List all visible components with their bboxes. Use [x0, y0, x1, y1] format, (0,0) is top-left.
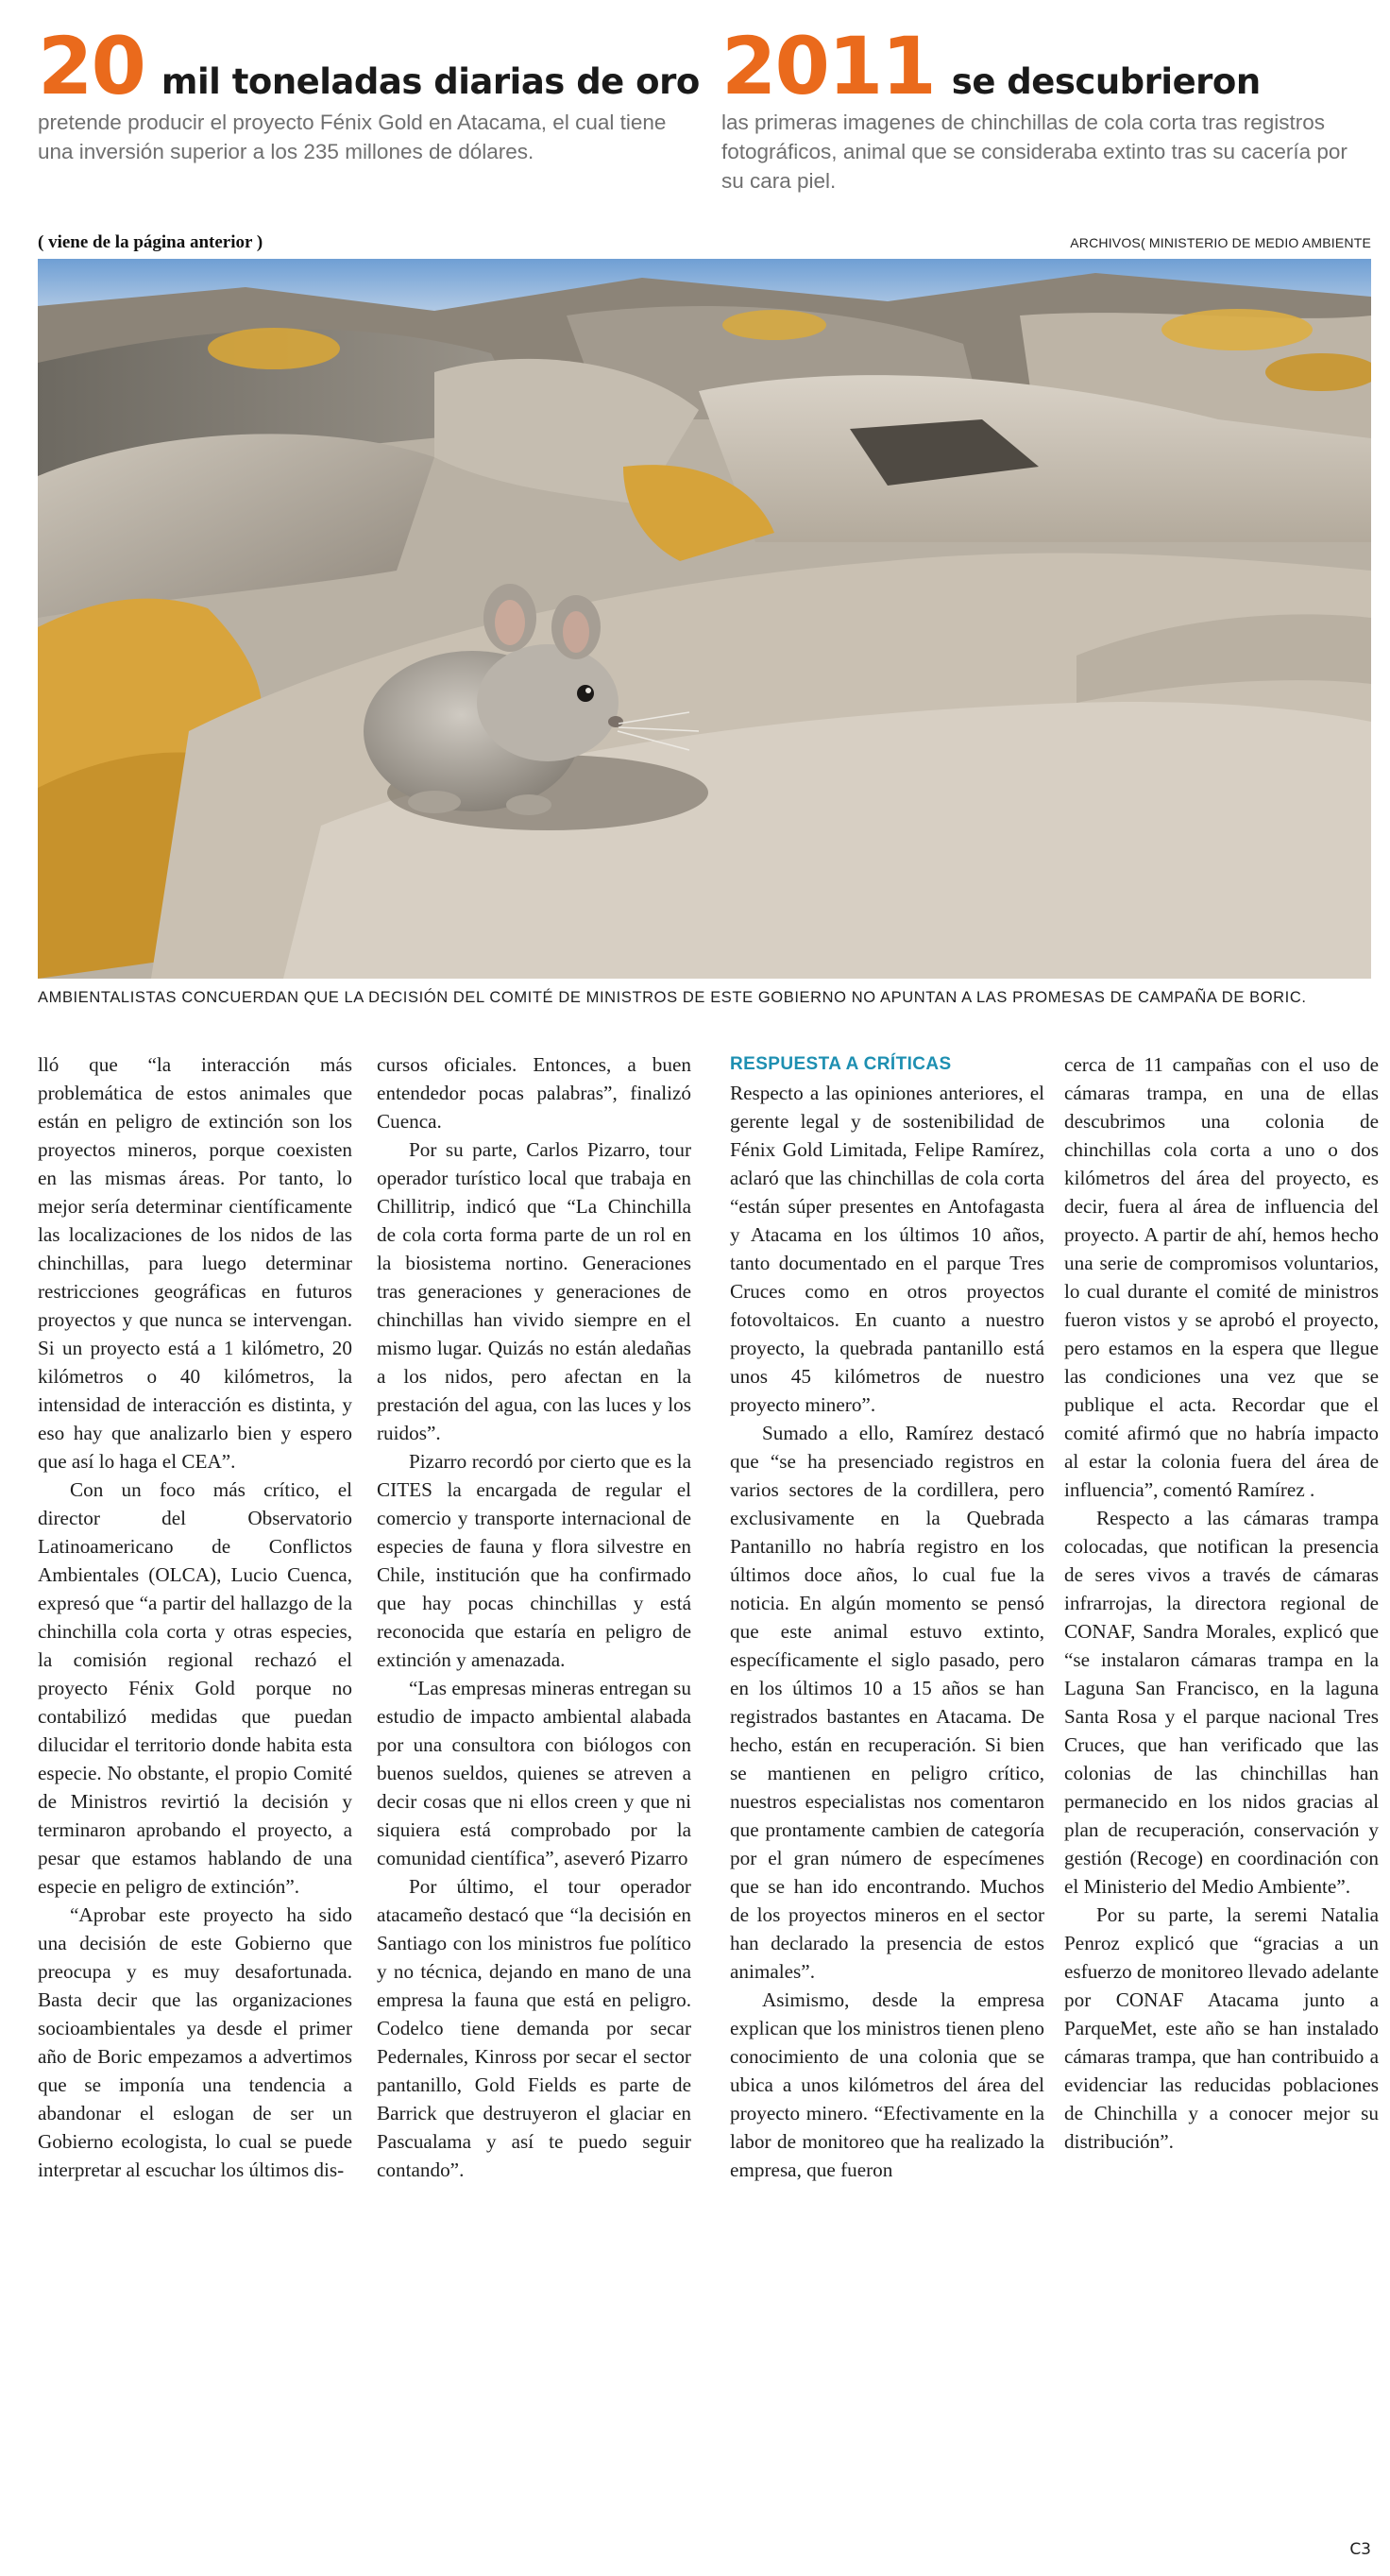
article-column-4 [1064, 1050, 1379, 2156]
photo-caption: AMBIENTALISTAS CONCUERDAN QUE LA DECISIÓN DEL COMITÉ DE MINISTROS DE ESTE GOBIERNO NO APUNTAN A LAS PROMESAS DE CAMPAÑA DE BORIC. [38, 989, 1307, 1006]
stat-block-gold [38, 20, 700, 166]
paragraph: cerca de 11 campañas con el uso de cámaras trampa, en una de ellas descubrimos una colonia de chinchillas cola corta a uno o dos kilómetros del área del proyecto, es decir, fuera al área de influencia del proyecto. A partir de ahí, hemos hecho una serie de compromisos voluntarios, lo cual durante el comité de ministros fueron vistos y se aprobó el proyecto, pero estamos en la espera que llegue las condiciones una vez que se publique el acta. Recordar que el comité afirmó que no habría impacto al estar la colonia fuera del área de influencia”, comentó Ramírez . [1064, 1053, 1379, 1501]
article-body [38, 1050, 1379, 2559]
stat-title: se descubrieron [951, 61, 1261, 102]
paragraph: lló que “la interacción más problemática de estos animales que están en peligro de extinción son los proyectos mineros, porque coexisten en las mismas áreas. Por tanto, lo mejor sería determinar científicamente las localizaciones de los nidos de las chinchillas, para luego determinar restricciones geográficas en futuros proyectos y que nunca se intervengan. Si un proyecto está a 1 kilómetro, 20 kilómetros o 40 kilómetros, la intensidad de interacción es distinta, y eso hay que analizarlo bien y espero que así lo haga el CEA”. [38, 1053, 352, 1473]
paragraph: Asimismo, desde la empresa explican que los ministros tienen pleno conocimiento de una colonia que se ubica a unos kilómetros del área del proyecto minero. “Efectivamente en la labor de monitoreo que ha realizado la empresa, que fueron [730, 1988, 1044, 2181]
paragraph: Pizarro recordó por cierto que es la CITES la encargada de regular el comercio y transporte internacional de especies de fauna y flora silvestre en Chile, institución que ha confirmado que hay pocas chinchillas y está reconocida que estaría en peligro de extinción y amenazada. [377, 1450, 691, 1671]
chinchilla-photo-illustration [38, 259, 1371, 979]
paragraph: Sumado a ello, Ramírez destacó que “se ha presenciado registros en varios sectores de la cordillera, pero exclusivamente en la Quebrada Pantanillo no habría registro en los últimos doce años, lo cual fue la noticia. En algún momento se pensó que este animal estuvo extinto, específicamente el siglo pasado, pero en los últimos 10 a 15 años se han registrados bastantes en Atacama. De hecho, están en recuperación. Si bien se mantienen en peligro crítico, nuestros especialistas nos comentaron que prontamente cambien de categoría por el gran número de especímenes que se han ido encontrando. Muchos de los proyectos mineros en el sector han declarado la presencia de estos animales”. [730, 1422, 1044, 1983]
stat-block-discovery [721, 20, 1364, 196]
article-column-2 [377, 1050, 691, 2184]
paragraph: Por último, el tour operador atacameño destacó que “la decisión en Santiago con los ministros fue político y no técnica, dejando en mano de una empresa la fauna que está en peligro. Codelco tiene demanda por secar Pedernales, Kinross por secar el sector pantanillo, Gold Fields es parte de Barrick que destruyeron el glaciar en Pascualama y así te puedo seguir contando”. [377, 1875, 691, 2181]
paragraph: Por su parte, la seremi Natalia Penroz explicó que “gracias a un esfuerzo de monitoreo llevado adelante por CONAF Atacama junto a ParqueMet, este año se han instalado cámaras trampa, que han contribuido a evidenciar las reducidas poblaciones de Chinchilla y a conocer mejor su distribución”. [1064, 1903, 1379, 2153]
stat-number: 2011 [721, 20, 935, 112]
continued-label: ( viene de la página anterior ) [38, 232, 263, 252]
article-column-1 [38, 1050, 352, 2184]
stat-description: pretende producir el proyecto Fénix Gold en Atacama, el cual tiene una inversión superior a los 235 millones de dólares. [38, 111, 667, 163]
paragraph: cursos oficiales. Entonces, a buen entendedor pocas palabras”, finalizó Cuenca. [377, 1053, 691, 1133]
photo-credit: ARCHIVOS( MINISTERIO DE MEDIO AMBIENTE [1070, 235, 1371, 250]
paragraph: Por su parte, Carlos Pizarro, tour operador turístico local que trabaja en Chillitrip, indicó que “La Chinchilla de cola corta forma parte de un rol en la biosistema nortino. Generaciones tras generaciones y generaciones de chinchillas han vivido siempre en el mismo lugar. Quizás no están aledañas a los nidos, pero afectan en la prestación del agua, con las luces y los ruidos”. [377, 1138, 691, 1444]
stat-number: 20 [38, 20, 144, 112]
paragraph: “Aprobar este proyecto ha sido una decisión de este Gobierno que preocupa y es muy desafortunada. Basta decir que las organizaciones socioambientales ya desde el primer año de Boric empezamos a advertimos que se imponía una tendencia a abandonar el eslogan de ser un Gobierno ecologista, lo cual se puede interpretar al escuchar los últimos dis- [38, 1903, 352, 2181]
paragraph: Respecto a las opiniones anteriores, el gerente legal y de sostenibilidad de Fénix Gold Limitada, Felipe Ramírez, aclaró que las chinchillas de cola corta “están súper presentes en Antofagasta y Atacama en los últimos 10 años, tanto documentado en el parque Tres Cruces como en otros proyectos fotovoltaicos. En cuanto a nuestro proyecto, la quebrada pantanillo está unos 45 kilómetros de nuestro proyecto minero”. [730, 1082, 1044, 1416]
article-column-3 [730, 1050, 1044, 2184]
paragraph: Respecto a las cámaras trampa colocadas, que notifican la presencia de seres vivos a través de cámaras infrarrojas, la directora regional de CONAF, Sandra Morales, explicó que “se instalaron cámaras trampa en la Laguna San Francisco, en la laguna Santa Rosa y el parque nacional Tres Cruces, que han verificado que las colonias de las chinchillas han permanecido en los nidos gracias al plan de recuperación, conservación y gestión (Recoge) en coordinación con el Ministerio del Medio Ambiente”. [1064, 1507, 1379, 1898]
paragraph: Con un foco más crítico, el director del Observatorio Latinoamericano de Conflictos Ambientales (OLCA), Lucio Cuenca, expresó que “a partir del hallazgo de la chinchilla cola corta y otras especies, la comisión regional rechazó el proyecto Fénix Gold porque no contabilizó medidas que puedan dilucidar el territorio donde habita esta especie. No obstante, el propio Comité de Ministros revirtió la decisión y terminaron aprobando el proyecto, a pesar que estamos hablando de una especie en peligro de extinción”. [38, 1478, 352, 1898]
end-mark-icon: C3 [1349, 2540, 1371, 2559]
stat-description: las primeras imagenes de chinchillas de cola corta tras registros fotográficos, animal que se consideraba extinto tras su cacería por su cara piel. [721, 111, 1348, 193]
section-heading: RESPUESTA A CRÍTICAS [730, 1054, 952, 1074]
credit-row [38, 232, 1371, 255]
stat-title: mil toneladas diarias de oro [161, 61, 700, 102]
paragraph: “Las empresas mineras entregan su estudio de impacto ambiental alabada por una consultora con biólogos con buenos sueldos, quienes se atreven a decir cosas que ni ellos creen y que ni siquiera está comprobado por la comunidad científica”, aseveró Pizarro [377, 1677, 691, 1869]
chinchilla-photo [38, 259, 1371, 979]
